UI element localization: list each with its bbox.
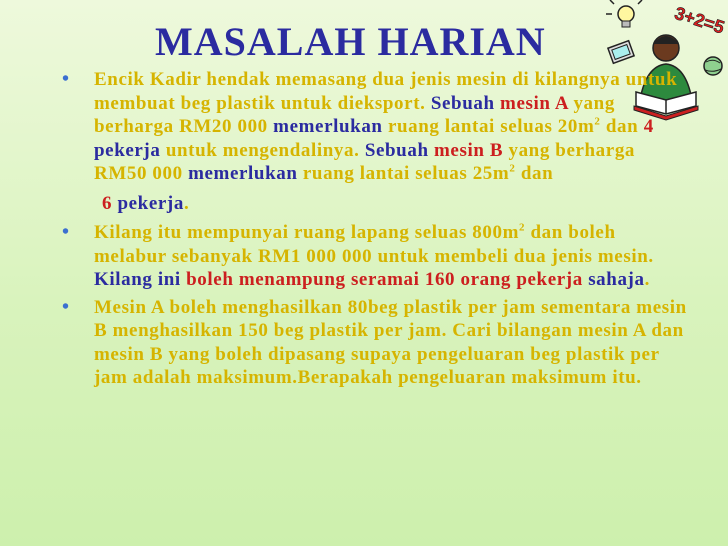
computer-icon [608,41,634,64]
text-run: mesin A [500,92,569,114]
text-run: 6 [102,192,113,214]
bullet-dot-icon: • [62,221,70,243]
text-run: dan [520,163,554,184]
text-run: Encik Kadir hendak memasang dua jenis mesin di kilangnya untuk membuat beg plastik untuk dieksport. [94,69,678,114]
text-run: Sebuah [430,92,495,114]
text-run: yang berharga RM50 000 [94,139,636,184]
text-run: boleh menampung seramai 160 orang pekerja [186,269,583,290]
slide-title: MASALAH HARIAN [155,19,546,64]
text-run: ruang lantai seluas $20m^2$ [387,115,601,137]
text-run: 4 [643,116,654,137]
lightbulb-icon [606,0,642,27]
text-run: Kilang itu mempunyai ruang lapang seluas $800m^2$ [94,221,526,243]
bullet-2 [62,221,692,292]
bullet-1 [62,68,692,186]
text-run: pekerja [94,139,161,161]
text-run: memerlukan [188,163,298,184]
bullet-3 [62,296,692,390]
text-run: . [183,192,190,214]
slide-body [62,68,692,394]
text-run: dan [605,116,639,137]
text-run: pekerja [117,192,184,214]
text-run: untuk mengendalinya. [165,139,360,161]
text-run: Sebuah [364,139,429,161]
text-run: memerlukan [273,116,383,137]
text-run: . [644,269,650,290]
globe-icon [704,57,722,75]
text-run: ruang lantai seluas $25m^2$ [302,162,516,184]
text-run: dan boleh melabur sebanyak RM1 000 000 untuk membeli dua jenis mesin. [94,222,654,267]
text-run: mesin B [433,139,504,161]
equation-text: 3+2=5 [672,2,727,38]
text-run: yang berharga RM20 000 [94,92,615,137]
bullet-dot-icon: • [62,68,70,90]
bullet-dot-icon: • [62,295,70,318]
text-run: Mesin A boleh menghasilkan 80beg plastik per jam sementara mesin B menghasilkan 150 beg plastik per jam. Cari bilangan mesin A dan mesin B yang boleh dipasang supaya pengeluaran beg plastik per jam adalah maksimum.Berapakah pengeluaran maksimum itu. [94,296,687,388]
text-run: sahaja [588,269,645,290]
text-run: Kilang ini [94,269,181,290]
bullet-1-continuation [62,192,692,216]
